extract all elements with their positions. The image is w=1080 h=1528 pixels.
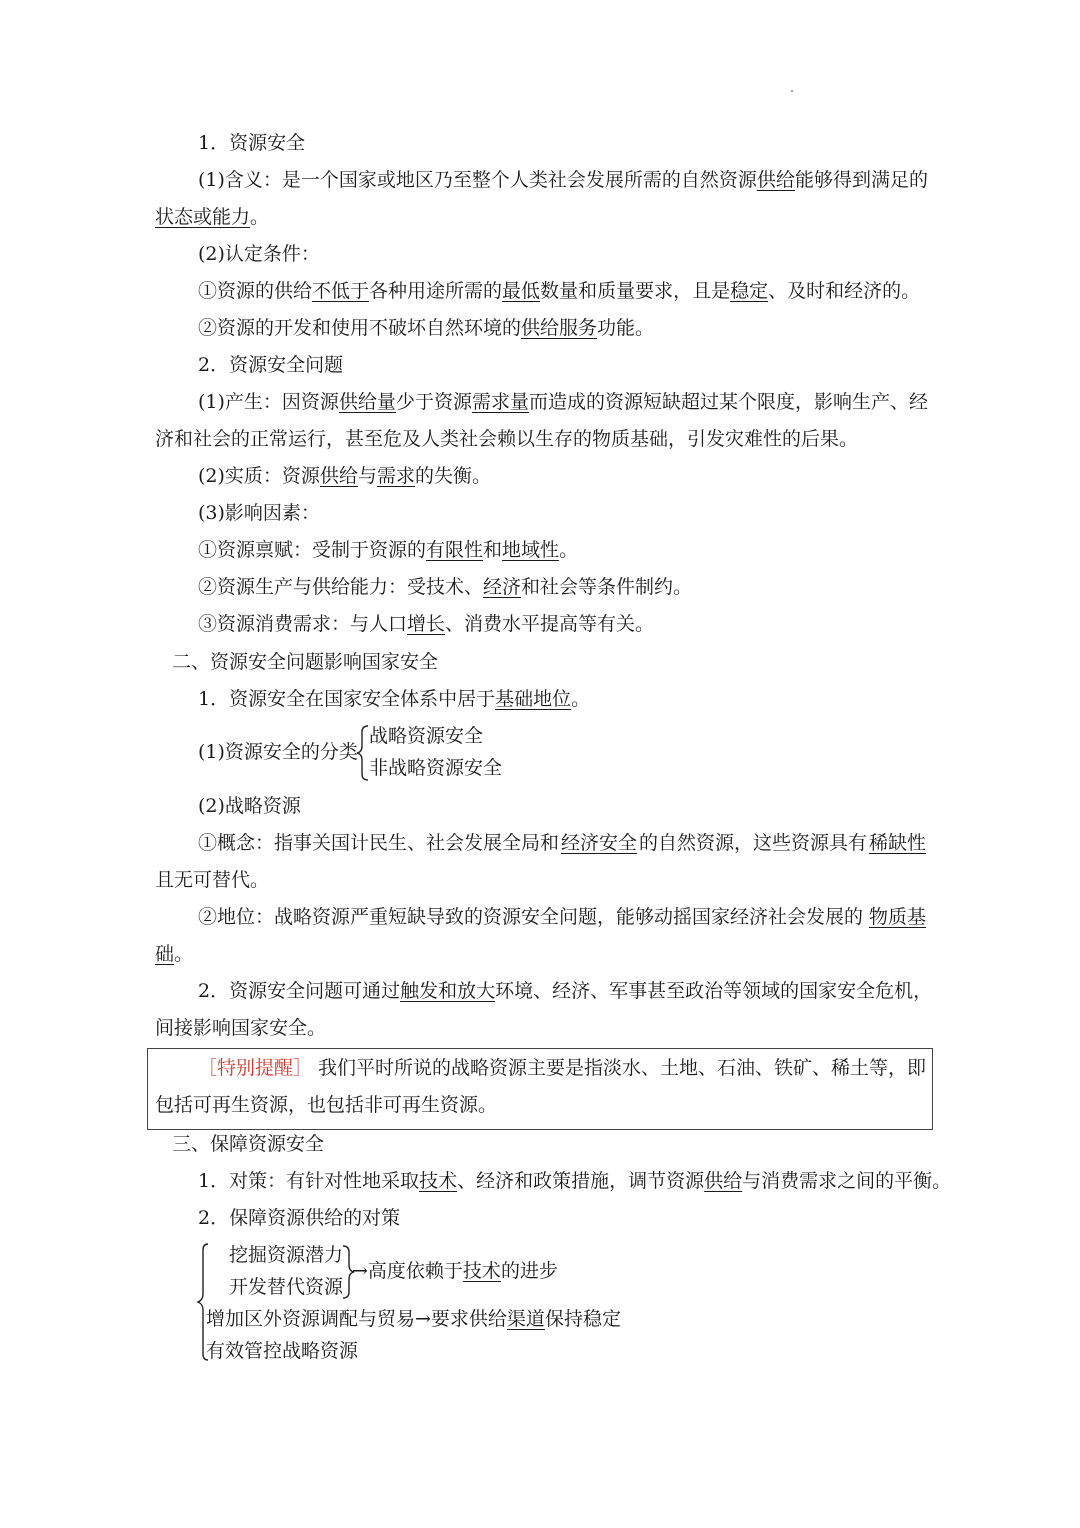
heading-section-3: 三、保障资源安全 (172, 1133, 325, 1155)
factor-3: ③资源消费需求：与人口增长、消费水平提高等有关。 (198, 613, 655, 635)
factor-2: ②资源生产与供给能力：受技术、经济和社会等条件制约。 (198, 576, 693, 598)
heading-resource-security-problem: 2．资源安全问题 (198, 354, 344, 376)
factors-heading: (3)影响因素： (198, 502, 320, 524)
status-line-1: ②地位：战略资源严重短缺导致的资源安全问题，能够动摇国家经济社会发展的 物质基 (198, 906, 926, 928)
condition-1: ①资源的供给不低于各种用途所需的最低数量和质量要求，且是稳定、及时和经济的。 (198, 280, 921, 302)
countermeasure-line: 1．对策：有针对性地采取技术、经济和政策措施，调节资源供给与消费需求之间的平衡。 (198, 1170, 952, 1192)
countermeasure-alternative-resources: 开发替代资源 (229, 1276, 344, 1298)
classification-item-strategic: 战略资源安全 (369, 725, 484, 747)
indirect-impact-line-2: 间接影响国家安全。 (155, 1017, 327, 1039)
heading-section-2: 二、资源安全问题影响国家安全 (172, 651, 439, 673)
definition-line-2: 状态或能力。 (155, 206, 270, 228)
special-reminder-line-1: ［特别提醒］ 我们平时所说的战略资源主要是指淡水、土地、石油、铁矿、稀土等，即 (198, 1057, 926, 1079)
concept-line-2: 且无可替代。 (155, 869, 270, 891)
concept-line-1: ①概念：指事关国计民生、社会发展全局和 经济安全 的自然资源，这些资源具有 稀缺性 (198, 832, 926, 854)
origin-line-1: (1)产生：因资源供给量少于资源需求量而造成的资源短缺超过某个限度，影响生产、经 (198, 391, 928, 413)
special-reminder-label: ［特别提醒］ (198, 1057, 313, 1079)
classification-item-nonstrategic: 非战略资源安全 (369, 757, 503, 779)
countermeasure-trade: 增加区外资源调配与贸易→要求供给渠道保持稳定 (206, 1308, 621, 1330)
indirect-impact-line-1: 2．资源安全问题可通过 触发和放大 环境、经济、军事甚至政治等领域的国家安全危机， (198, 980, 933, 1002)
conditions-heading: (2)认定条件： (198, 243, 320, 265)
origin-line-2: 济和社会的正常运行，甚至危及人类社会赖以生存的物质基础，引发灾难性的后果。 (155, 428, 859, 450)
basic-position-line: 1．资源安全在国家安全体系中居于基础地位。 (198, 688, 591, 710)
supply-countermeasures-heading: 2．保障资源供给的对策 (198, 1207, 401, 1229)
factor-1: ①资源禀赋：受制于资源的有限性和地域性。 (198, 539, 579, 561)
strategic-resources-heading: (2)战略资源 (198, 795, 301, 817)
scan-dot (791, 90, 793, 92)
countermeasure-tap-potential: 挖掘资源潜力 (229, 1244, 344, 1266)
special-reminder-line-2: 包括可再生资源，也包括非可再生资源。 (155, 1094, 498, 1116)
classification-brace (356, 724, 370, 782)
countermeasure-control-strategic: 有效管控战略资源 (206, 1340, 359, 1362)
definition-line-1: (1)含义：是一个国家或地区乃至整个人类社会发展所需的自然资源 供给 能够得到满足的 (198, 169, 928, 191)
heading-resource-security: 1．资源安全 (198, 132, 306, 154)
status-line-2: 础。 (155, 943, 194, 965)
tech-dependence-result: →高度依赖于技术的进步 (352, 1260, 558, 1282)
classification-label: (1)资源安全的分类 (198, 741, 358, 763)
essence-line: (2)实质：资源供给与需求的失衡。 (198, 465, 491, 487)
condition-2: ②资源的开发和使用不破坏自然环境的供给服务功能。 (198, 317, 655, 339)
